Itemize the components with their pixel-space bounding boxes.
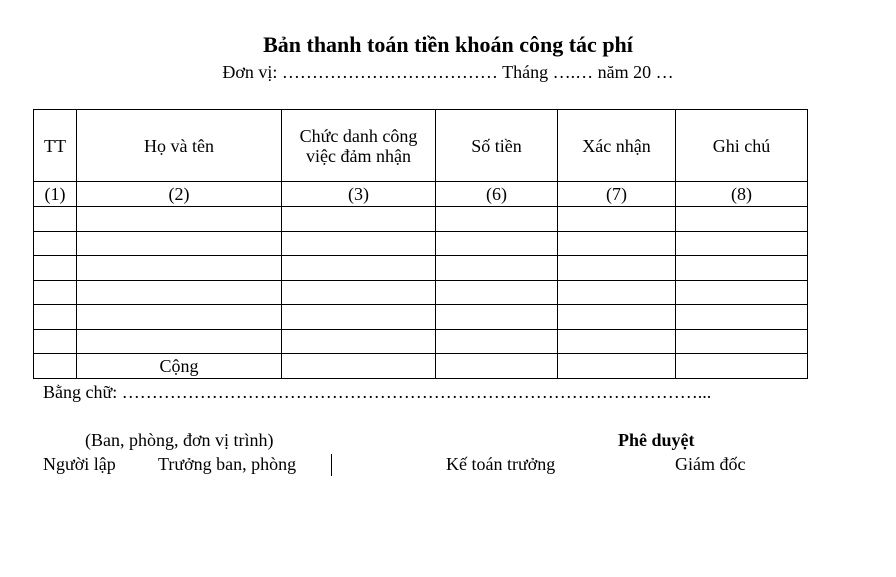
table-cell[interactable] [34,256,77,281]
document-title: Bản thanh toán tiền khoán công tác phí [263,32,633,57]
column-number: (3) [282,182,436,207]
table-cell[interactable] [676,305,808,330]
total-row [34,354,808,379]
director-label: Giám đốc [675,454,746,474]
table-cell[interactable] [77,280,282,305]
table-cell[interactable] [282,354,436,379]
table-cell[interactable] [436,329,558,354]
table-cell[interactable] [676,280,808,305]
table-cell[interactable] [77,329,282,354]
table-cell[interactable] [77,256,282,281]
table-cell[interactable] [436,305,558,330]
chief-accountant-label: Kế toán trưởng [446,454,556,474]
table-row [34,305,808,330]
header-confirmation: Xác nhận [558,110,676,182]
total-amount-cell[interactable] [436,354,558,379]
table-row [34,280,808,305]
table-row [34,329,808,354]
document-subtitle: Đơn vị: ……………………………… Tháng ….… năm 20 … [222,62,674,82]
table-cell[interactable] [282,256,436,281]
table-row [34,231,808,256]
table-cell[interactable] [34,207,77,232]
column-number-row [34,182,808,207]
table-cell[interactable] [558,354,676,379]
table-cell[interactable] [558,256,676,281]
preparer-label: Người lập [43,454,116,474]
table-cell[interactable] [282,329,436,354]
total-label: Cộng [77,354,282,379]
column-number: (6) [436,182,558,207]
table-cell[interactable] [282,207,436,232]
table-cell[interactable] [676,231,808,256]
column-number: (1) [34,182,77,207]
table-cell[interactable] [558,231,676,256]
table-cell[interactable] [558,207,676,232]
table-cell[interactable] [282,280,436,305]
column-number: (2) [77,182,282,207]
table-cell[interactable] [34,354,77,379]
table-cell[interactable] [77,305,282,330]
table-cell[interactable] [676,256,808,281]
column-number: (7) [558,182,676,207]
header-note: Ghi chú [676,110,808,182]
header-tt: TT [34,110,77,182]
table-row [34,207,808,232]
table-header-row [34,110,808,182]
table-cell[interactable] [436,231,558,256]
divider [331,454,332,476]
approval-label: Phê duyệt [618,430,695,450]
table-row [34,256,808,281]
header-position: Chức danh công việc đảm nhận [282,110,436,182]
department-head-label: Trưởng ban, phòng [158,454,297,474]
table-cell[interactable] [282,231,436,256]
header-name: Họ và tên [77,110,282,182]
amount-in-words: Bằng chữ: ……………………………………………………………………………………... [43,382,712,402]
table-cell[interactable] [34,305,77,330]
table-cell[interactable] [436,256,558,281]
table-cell[interactable] [676,354,808,379]
table-cell[interactable] [77,207,282,232]
table-cell[interactable] [34,280,77,305]
table-cell[interactable] [436,280,558,305]
table-cell[interactable] [77,231,282,256]
column-number: (8) [676,182,808,207]
table-cell[interactable] [558,280,676,305]
table-cell[interactable] [34,329,77,354]
table-cell[interactable] [282,305,436,330]
payment-table [33,109,808,379]
table-cell[interactable] [436,207,558,232]
table-cell[interactable] [558,305,676,330]
submitting-unit-label: (Ban, phòng, đơn vị trình) [85,430,274,450]
table-cell[interactable] [34,231,77,256]
table-cell[interactable] [676,329,808,354]
table-cell[interactable] [558,329,676,354]
table-cell[interactable] [676,207,808,232]
header-amount: Số tiền [436,110,558,182]
